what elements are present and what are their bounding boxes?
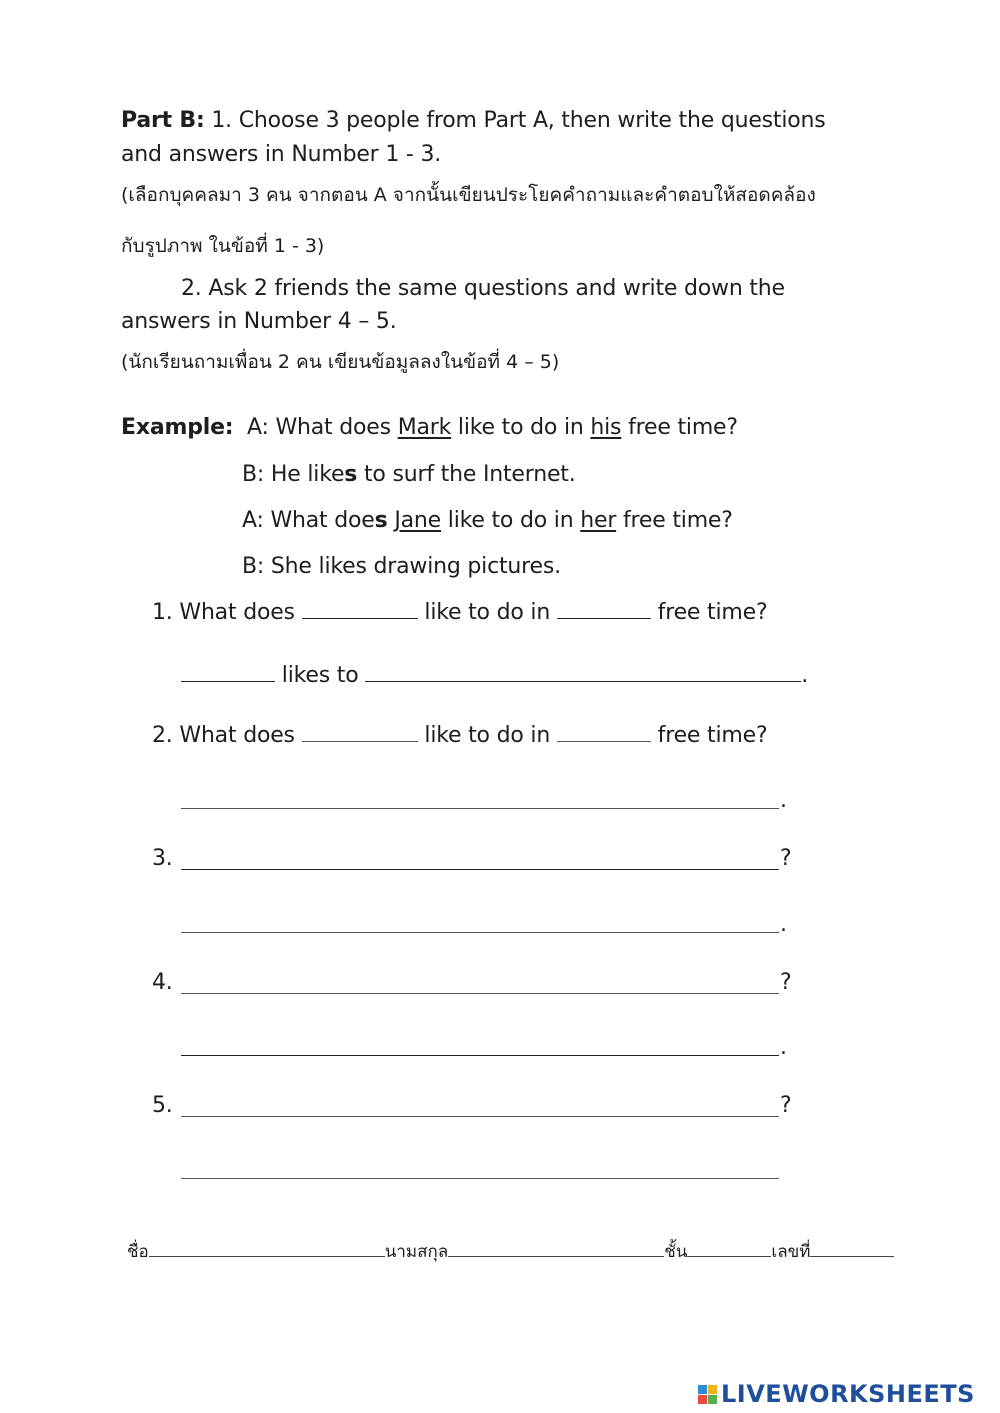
liveworksheets-logo — [698, 1380, 975, 1408]
example-text: A: What doe — [242, 508, 375, 533]
question-text: free time? — [657, 723, 768, 748]
example-b1 — [242, 462, 576, 487]
question-3-end: ? — [780, 846, 792, 871]
item-number: 2. — [152, 723, 173, 748]
answer-2-end: . — [780, 788, 787, 813]
name-label: ชื่อ — [127, 1242, 149, 1262]
example-emphasis-s: s — [344, 462, 358, 487]
example-emphasis-s: s — [374, 508, 388, 533]
example-name-jane: Jane — [394, 508, 441, 533]
part-b-instruction-1 — [121, 108, 826, 133]
answer-3-line[interactable] — [181, 932, 779, 933]
question-3-line[interactable] — [181, 869, 779, 870]
instruction-2-line-2: answers in Number 4 – 5. — [121, 309, 397, 334]
question-2 — [152, 723, 767, 748]
blank-subject-1[interactable] — [181, 663, 275, 682]
question-4-number: 4. — [152, 970, 173, 995]
blank-pronoun-2[interactable] — [557, 723, 651, 742]
question-text: What does — [179, 723, 295, 748]
student-info-footer — [127, 1238, 894, 1265]
question-1 — [152, 600, 767, 625]
question-text: free time? — [657, 600, 768, 625]
question-text: What does — [179, 600, 295, 625]
example-text: to surf the Internet. — [357, 462, 576, 487]
answer-3-end: . — [780, 912, 787, 937]
name-field[interactable] — [149, 1240, 385, 1257]
question-5-end: ? — [780, 1093, 792, 1118]
item-number: 1. — [152, 600, 173, 625]
answer-4-line[interactable] — [181, 1055, 779, 1056]
thai-instruction-2: (นักเรียนถามเพื่อน 2 คน เขียนข้อมูลลงในข้อที่ 4 – 5) — [121, 351, 560, 373]
blank-answer-1[interactable] — [365, 663, 801, 682]
class-field[interactable] — [687, 1240, 771, 1257]
example-b2: B: She likes drawing pictures. — [242, 554, 561, 579]
example-text: like to do in — [441, 508, 581, 533]
example-a2 — [242, 508, 733, 533]
question-4-line[interactable] — [181, 993, 779, 994]
answer-1 — [181, 663, 808, 688]
logo-mark-icon — [698, 1385, 717, 1404]
blank-name-2[interactable] — [302, 723, 418, 742]
instruction-1-line-1: 1. Choose 3 people from Part A, then write the questions — [211, 108, 826, 133]
part-b-label: Part B: — [121, 108, 205, 133]
answer-end: . — [801, 663, 809, 688]
answer-text: likes to — [281, 663, 359, 688]
instruction-1-line-2: and answers in Number 1 - 3. — [121, 142, 442, 167]
number-label: เลขที่ — [771, 1242, 811, 1262]
class-label: ชั้น — [664, 1242, 688, 1262]
answer-5-line[interactable] — [181, 1178, 779, 1179]
example-text: like to do in — [451, 415, 591, 440]
thai-instruction-1-line-2: กับรูปภาพ ในข้อที่ 1 - 3) — [121, 235, 325, 257]
example-pronoun-her: her — [580, 508, 617, 533]
blank-pronoun-1[interactable] — [557, 600, 651, 619]
example-text: free time? — [621, 415, 738, 440]
answer-4-end: . — [780, 1035, 787, 1060]
example-a1 — [121, 415, 738, 440]
logo-text: LIVEWORKSHEETS — [721, 1380, 975, 1408]
example-label: Example: — [121, 415, 234, 440]
question-3-number: 3. — [152, 846, 173, 871]
example-text: A: What does — [247, 415, 398, 440]
thai-instruction-1-line-1: (เลือกบุคคลมา 3 คน จากตอน A จากนั้นเขียนประโยคคำถามและคำตอบให้สอดคล้อง — [121, 184, 816, 206]
question-5-line[interactable] — [181, 1116, 779, 1117]
instruction-2-line-1: 2. Ask 2 friends the same questions and write down the — [181, 276, 785, 301]
question-text: like to do in — [424, 600, 551, 625]
question-4-end: ? — [780, 970, 792, 995]
blank-name-1[interactable] — [302, 600, 418, 619]
surname-field[interactable] — [448, 1240, 664, 1257]
answer-2-line[interactable] — [181, 808, 779, 809]
question-5-number: 5. — [152, 1093, 173, 1118]
number-field[interactable] — [810, 1240, 894, 1257]
example-text: free time? — [616, 508, 733, 533]
example-name-mark: Mark — [397, 415, 452, 440]
example-text: B: He like — [242, 462, 345, 487]
question-text: like to do in — [424, 723, 551, 748]
surname-label: นามสกุล — [384, 1242, 449, 1262]
example-pronoun-his: his — [590, 415, 622, 440]
